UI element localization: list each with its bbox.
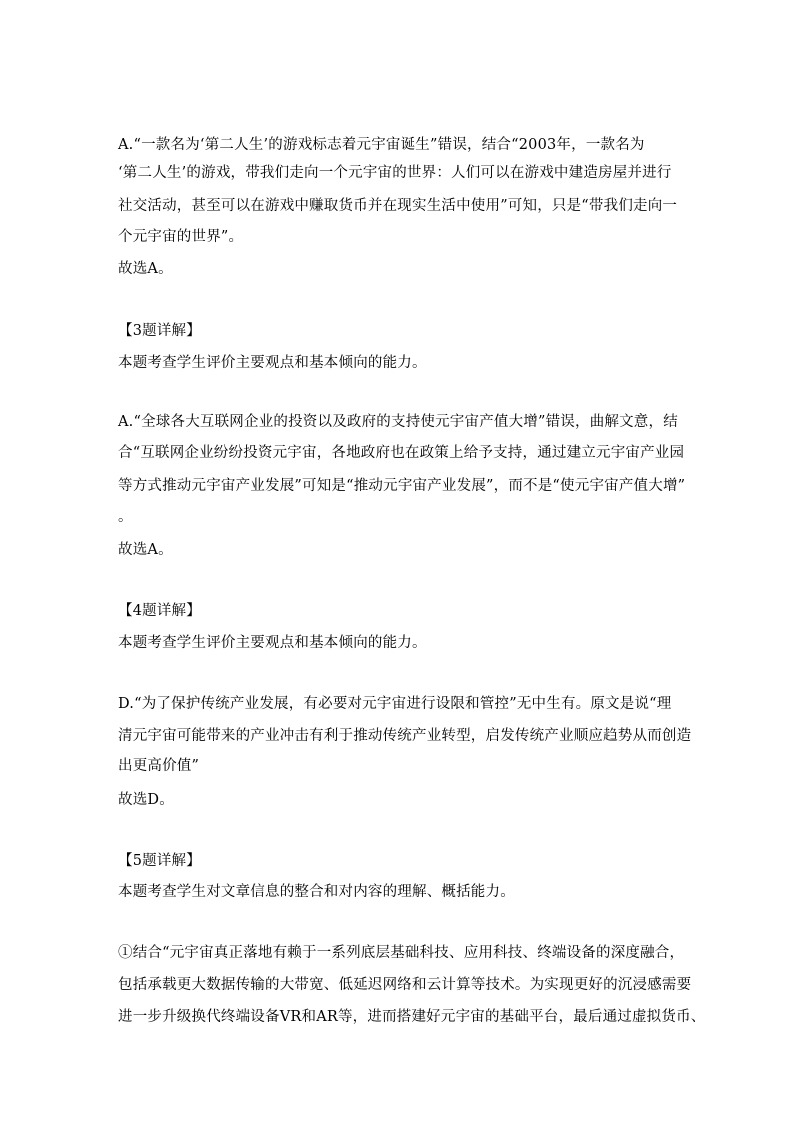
paragraph-line: A.“全球各大互联网企业的投资以及政府的支持使元宇宙产值大增”错误，曲解文意，结 <box>118 414 678 430</box>
paragraph-line: 社交活动，甚至可以在游戏中赚取货币并在现实生活中使用”可知，只是“带我们走向一 <box>118 198 678 214</box>
paragraph-line: ①结合“元宇宙真正落地有赖于一系列底层基础科技、应用科技、终端设备的深度融合， <box>118 945 685 961</box>
conclusion-line: 故选A。 <box>118 261 173 277</box>
section-heading: 【5题详解】 <box>118 853 201 869</box>
conclusion-line: 故选D。 <box>118 792 174 808</box>
paragraph-line: 。 <box>118 509 133 525</box>
paragraph-line: A.“一款名为‘第二人生’的游戏标志着元宇宙诞生”错误，结合“2003年，一款名为 <box>118 137 645 153</box>
paragraph-line: 本题考查学生评价主要观点和基本倾向的能力。 <box>118 635 427 651</box>
section-heading: 【4题详解】 <box>118 603 201 619</box>
paragraph-line: 等方式推动元宇宙产业发展”可知是“推动元宇宙产业发展”，而不是“使元宇宙产值大增” <box>118 478 686 494</box>
section-heading: 【3题详解】 <box>118 323 201 339</box>
paragraph-line: ‘第二人生’的游戏，带我们走向一个元宇宙的世界：人们可以在游戏中建造房屋并进行 <box>118 165 672 181</box>
paragraph-line: D.“为了保护传统产业发展，有必要对元宇宙进行设限和管控”无中生有。原文是说“理 <box>118 696 672 712</box>
paragraph-line: 包括承载更大数据传输的大带宽、低延迟网络和云计算等技术。为实现更好的沉浸感需要 <box>118 977 692 993</box>
conclusion-line: 故选A。 <box>118 542 173 558</box>
paragraph-line: 本题考查学生评价主要观点和基本倾向的能力。 <box>118 355 427 371</box>
paragraph-line: 进一步升级换代终端设备VR和AR等，进而搭建好元宇宙的基础平台，最后通过虚拟货币、 <box>118 1009 706 1025</box>
paragraph-line: 合“互联网企业纷纷投资元宇宙，各地政府也在政策上给予支持，通过建立元宇宙产业园 <box>118 445 685 461</box>
paragraph-line: 个元宇宙的世界”。 <box>118 229 244 245</box>
paragraph-line: 清元宇宙可能带来的产业冲击有利于推动传统产业转型，启发传统产业顺应趋势从而创造 <box>118 728 692 744</box>
paragraph-line: 出更高价值” <box>118 758 200 774</box>
paragraph-line: 本题考查学生对文章信息的整合和对内容的理解、概括能力。 <box>118 884 515 900</box>
